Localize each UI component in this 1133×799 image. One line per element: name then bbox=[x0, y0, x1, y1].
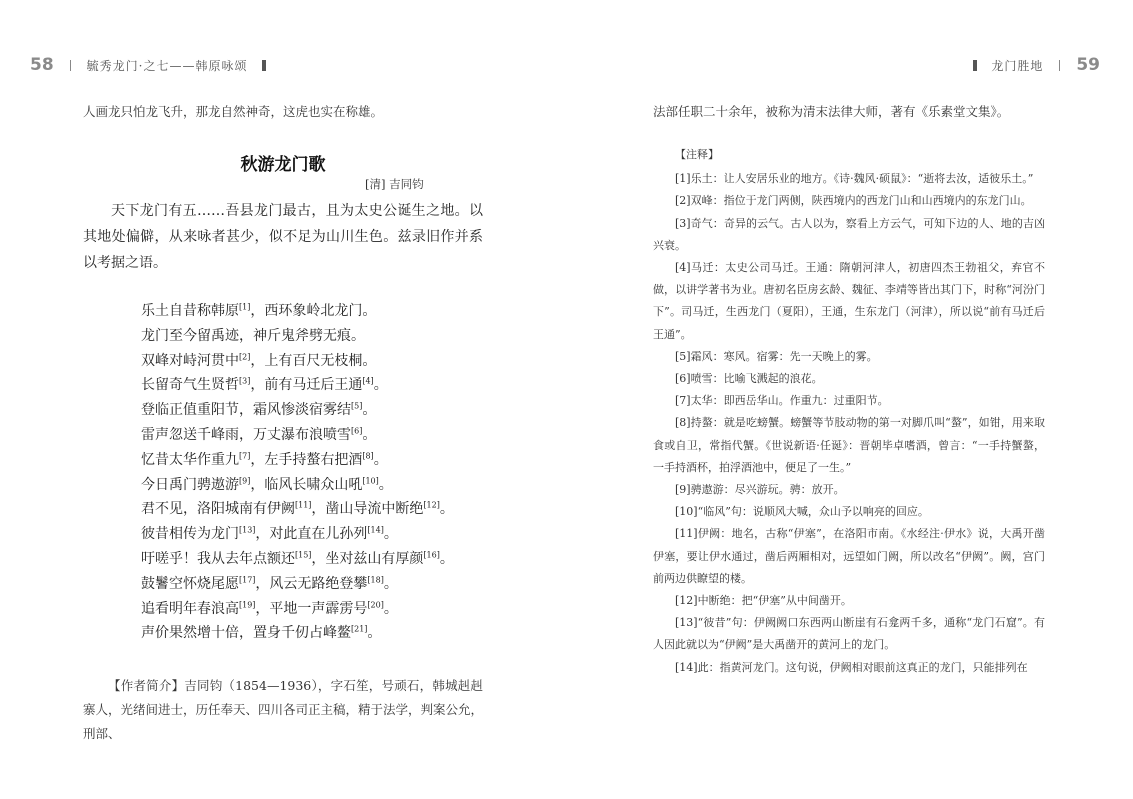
right-header bbox=[959, 52, 1100, 78]
poem-line-text: 登临正值重阳节，霜风惨淡宿雾结 bbox=[141, 402, 351, 419]
footnote-marker: [16] bbox=[423, 550, 440, 560]
poem-line-punct: 。 bbox=[439, 501, 454, 518]
poem-line-text: ，对此直在儿孙列 bbox=[255, 526, 368, 543]
note-item: [2]双峰：指位于龙门两侧，陕西境内的西龙门山和山西境内的东龙门山。 bbox=[675, 194, 1032, 208]
poem-line-text: 雷声忽送千峰雨，万丈瀑布浪喷雪 bbox=[141, 426, 351, 443]
poem-line-text: ，凿山导流中断绝 bbox=[311, 501, 424, 518]
poem-line-text: 吁嗟乎！我从去年点额还 bbox=[141, 550, 295, 567]
poem-line-text: 长留奇气生贤哲 bbox=[141, 377, 239, 394]
note-item: [9]骋遨游：尽兴游玩。骋：放开。 bbox=[675, 483, 845, 497]
poem-line-text: ，坐对兹山有厚颜 bbox=[311, 550, 424, 567]
continued-text: 法部任职二十余年，被称为清末法律大师，著有《乐素堂文集》。 bbox=[653, 104, 1010, 119]
note-item: [12]中断绝：把“伊塞”从中间凿开。 bbox=[675, 594, 852, 608]
poem-line bbox=[141, 572, 454, 597]
footnote-marker: [4] bbox=[362, 376, 374, 386]
poem-line bbox=[141, 597, 454, 622]
footnote-marker: [19] bbox=[239, 599, 256, 609]
header-marker bbox=[973, 60, 977, 71]
notes-heading: 【注释】 bbox=[675, 148, 719, 161]
notes-section bbox=[653, 144, 1045, 679]
poem-line-punct: 。 bbox=[373, 377, 388, 394]
page-number: 59 bbox=[1076, 55, 1100, 75]
footnote-marker: [20] bbox=[367, 599, 384, 609]
footnote-marker: [14] bbox=[367, 525, 384, 535]
poem-line bbox=[141, 497, 454, 522]
poem-line-text: 乐土自昔称韩原 bbox=[141, 303, 239, 319]
poem-line bbox=[141, 522, 454, 547]
poem-body bbox=[141, 299, 454, 646]
header-divider bbox=[70, 60, 71, 71]
poem-line-text: 君不见，洛阳城南有伊阙 bbox=[141, 501, 295, 518]
poem-line-text: 双峰对峙河贯中 bbox=[141, 352, 239, 369]
poem-line-text: ，临风长啸众山吼 bbox=[250, 476, 363, 493]
header-divider bbox=[1059, 60, 1060, 71]
poem-line-punct: 。 bbox=[378, 476, 393, 493]
poem-line-text: ，前有马迁后王通 bbox=[250, 377, 363, 394]
poem-line bbox=[141, 547, 454, 572]
poem-preface: 天下龙门有五……吾县龙门最古，且为太史公诞生之地。以其地处偏僻，从来咏者甚少，似不足为山川生色。兹录旧作并系以考据之语。 bbox=[83, 203, 483, 271]
poem-line-text: 彼昔相传为龙门 bbox=[141, 526, 239, 543]
poem-line-text: 今日禹门骋遨游 bbox=[141, 476, 239, 493]
poem-line-punct: 。 bbox=[439, 550, 454, 567]
footnote-marker: [21] bbox=[351, 624, 368, 634]
poem-line bbox=[141, 621, 454, 646]
note-item: [5]霜风：寒风。宿雾：先一天晚上的雾。 bbox=[675, 349, 878, 363]
note-item: [13]“彼昔”句：伊阙阙口东西两山断崖有石龛两千多，通称“龙门石窟”。有人因此就以为“伊阙”是大禹凿开的黄河上的龙门。 bbox=[653, 616, 1045, 652]
footnote-marker: [18] bbox=[367, 575, 384, 585]
footnote-marker: [3] bbox=[239, 376, 251, 386]
footnote-marker: [11] bbox=[295, 500, 312, 510]
poem-line-text: ，风云无路绝登攀 bbox=[255, 575, 368, 592]
note-item: [1]乐土：让人安居乐业的地方。《诗·魏风·硕鼠》：“逝将去汝，适彼乐土。” bbox=[675, 172, 1034, 186]
note-item: [6]喷雪：比喻飞溅起的浪花。 bbox=[675, 372, 823, 386]
poem-line-text: ，上有百尺无枝桐。 bbox=[250, 352, 377, 369]
left-page bbox=[0, 0, 566, 799]
poem-title: 秋游龙门歌 bbox=[240, 155, 326, 175]
footnote-marker: [13] bbox=[239, 525, 256, 535]
poem-line-punct: 。 bbox=[383, 526, 398, 543]
poem-line bbox=[141, 324, 454, 349]
running-title: 毓秀龙门·之七——韩原咏颂 bbox=[86, 58, 248, 73]
footnote-marker: [6] bbox=[351, 426, 363, 436]
note-item: [11]伊阙：地名，古称“伊塞”，在洛阳市南。《水经注·伊水》说，大禹开凿伊塞，要让伊水通过，凿后两厢相对，远望如门阙，所以改名“伊阙”。阙，宫门前两边供瞭望的楼。 bbox=[653, 527, 1045, 585]
poem-line bbox=[141, 299, 454, 324]
poem-line bbox=[141, 423, 454, 448]
continued-text: 人画龙只怕龙飞升，那龙自然神奇，这虎也实在称雄。 bbox=[83, 104, 384, 119]
poem-line bbox=[141, 448, 454, 473]
poem-line bbox=[141, 373, 454, 398]
footnote-marker: [1] bbox=[239, 302, 251, 312]
poem-line bbox=[141, 398, 454, 423]
footnote-marker: [2] bbox=[239, 351, 251, 361]
poem-line bbox=[141, 349, 454, 374]
footnote-marker: [8] bbox=[362, 451, 374, 461]
poem-line bbox=[141, 473, 454, 498]
note-item: [10]“临风”句：说顺风大喊，众山予以响亮的回应。 bbox=[675, 505, 929, 519]
header-marker bbox=[262, 60, 266, 71]
poem-line-text: 鼓鬐空怀烧尾愿 bbox=[141, 575, 239, 592]
note-item: [7]太华：即西岳华山。作重九：过重阳节。 bbox=[675, 394, 889, 408]
note-item: [8]持螯：就是吃螃蟹。螃蟹等节肢动物的第一对脚爪叫“螯”，如钳，用来取食或自卫，常指代蟹。《世说新语·任诞》：晋朝毕卓嗜酒，曾言：“一手持蟹螯，一手持酒杯，拍浮酒池中，便足了一生。” bbox=[653, 416, 1045, 474]
poem-line-text: 龙门至今留禹迹，神斤鬼斧劈无痕。 bbox=[141, 327, 365, 344]
poem-line-punct: 。 bbox=[383, 600, 398, 617]
poem-line-text: ，左手持螯右把酒 bbox=[250, 451, 363, 468]
note-item: [4]马迁：太史公司马迁。王通：隋朝河津人，初唐四杰王勃祖父，弃官不做，以讲学著书为业。唐初名臣房玄龄、魏征、李靖等皆出其门下，时称“河汾门下”。司马迁，生西龙门（夏阳），王通，生东龙门（河津），所以说“前有马迁后王通”。 bbox=[653, 261, 1045, 341]
author-bio: 【作者简介】吉同钧（1854—1936），字石笙，号顽石，韩城赳赳寨人，光绪间进士，历任奉天、四川各司正主稿，精于法学，判案公允，刑部、 bbox=[83, 678, 484, 741]
poem-line-text: 。 bbox=[362, 402, 377, 419]
running-title: 龙门胜地 bbox=[991, 58, 1044, 73]
poem-line-text: 追看明年春浪高 bbox=[141, 600, 239, 617]
poem-author: [清] 吉同钧 bbox=[365, 177, 424, 191]
poem-line-text: ，西环象岭北龙门。 bbox=[250, 303, 377, 319]
page-number: 58 bbox=[30, 55, 54, 75]
right-page bbox=[566, 0, 1133, 799]
poem-line-punct: 。 bbox=[373, 451, 388, 468]
footnote-marker: [15] bbox=[295, 550, 312, 560]
poem-line-text: ，平地一声霹雳号 bbox=[255, 600, 368, 617]
footnote-marker: [9] bbox=[239, 475, 251, 485]
note-item: [14]此：指黄河龙门。这句说，伊阙相对眼前这真正的龙门，只能排列在 bbox=[675, 660, 1028, 674]
note-item: [3]奇气：奇异的云气。古人以为，察看上方云气，可知下边的人、地的吉凶兴衰。 bbox=[653, 216, 1045, 252]
footnote-marker: [5] bbox=[351, 401, 363, 411]
footnote-marker: [17] bbox=[239, 575, 256, 585]
poem-line-punct: 。 bbox=[383, 575, 398, 592]
left-header bbox=[30, 52, 280, 78]
footnote-marker: [10] bbox=[362, 475, 379, 485]
footnote-marker: [12] bbox=[423, 500, 440, 510]
poem-line-text: 。 bbox=[362, 426, 377, 443]
footnote-marker: [7] bbox=[239, 451, 251, 461]
poem-line-text: 声价果然增十倍，置身千仞占峰鳌 bbox=[141, 625, 351, 642]
notes-list bbox=[653, 168, 1045, 679]
poem-line-text: 忆昔太华作重九 bbox=[141, 451, 239, 468]
poem-line-text: 。 bbox=[367, 625, 382, 642]
